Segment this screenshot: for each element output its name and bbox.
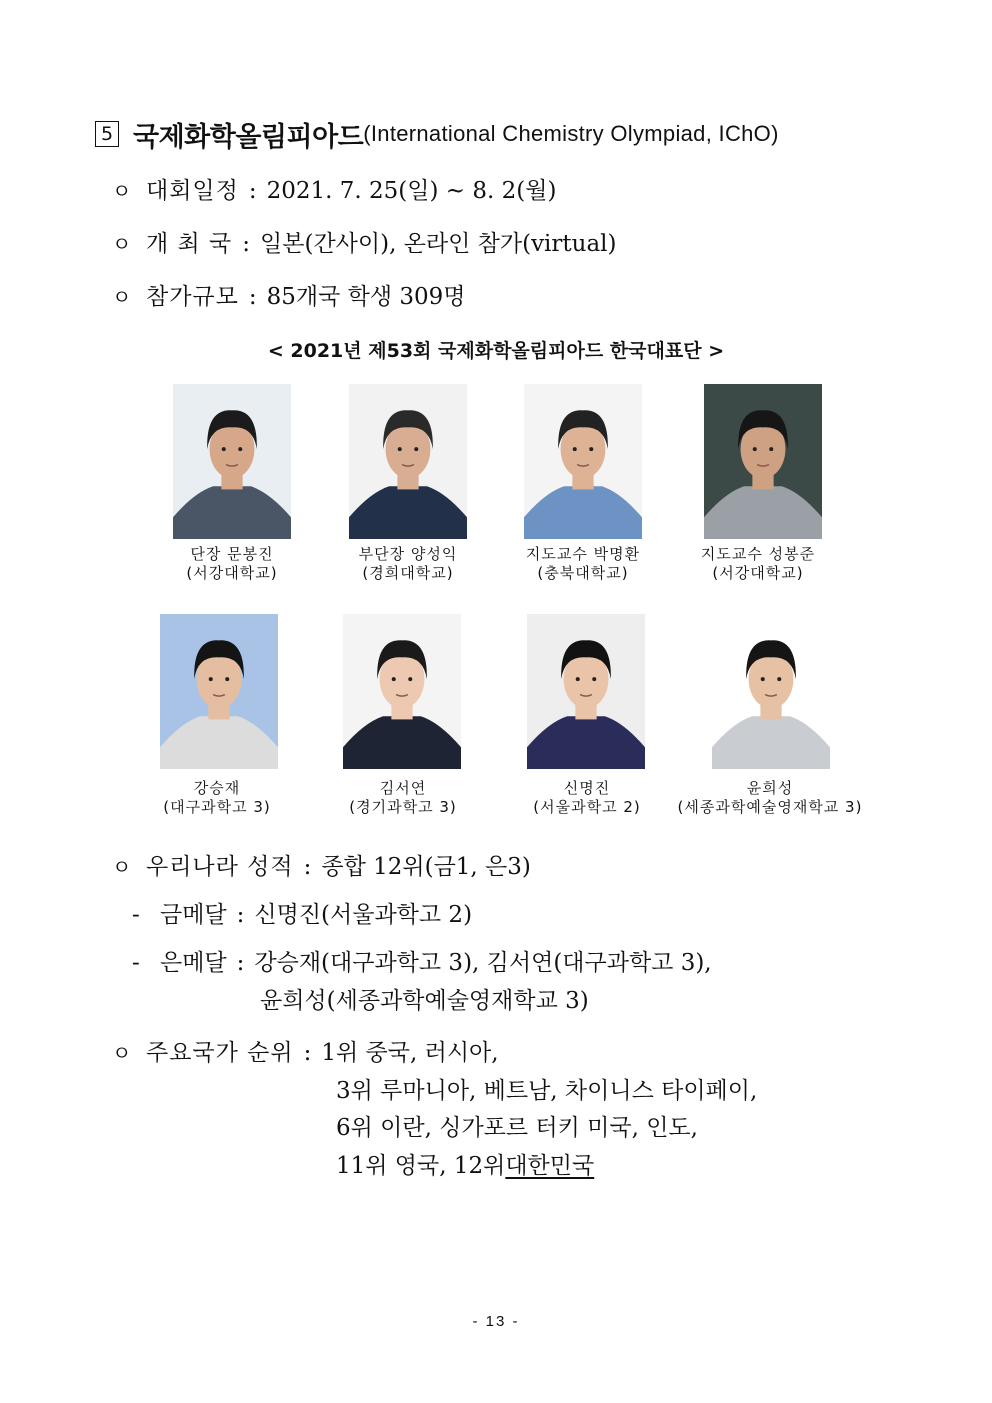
ranking-line: 1위 중국, 러시아, <box>321 1040 499 1066</box>
bullet-colon: : <box>303 1040 312 1066</box>
page-number: - 13 - <box>472 1313 520 1330</box>
bullet-label: 주요국가 순위 <box>146 1040 294 1066</box>
staff-caption <box>658 545 858 583</box>
student-name: 강승재 <box>193 779 241 797</box>
student-affiliation: (서울과학고 2) <box>533 798 641 816</box>
ranking-line: 11위 영국, 12위 <box>336 1153 506 1179</box>
bullet-label: 대회일정 <box>146 178 239 204</box>
gold-label: 금메달 <box>160 902 227 928</box>
bullet-label: 개 최 국 <box>146 231 233 257</box>
staff-caption <box>132 545 332 583</box>
bullet-colon: : <box>248 178 257 204</box>
ranking-line: 6위 이란, 싱가포르 터키 미국, 인도, <box>336 1115 698 1141</box>
bullet-colon: : <box>248 284 257 310</box>
staff-affiliation: (서강대학교) <box>712 564 804 582</box>
silver-medal-line-2 <box>260 982 589 1015</box>
student-photo <box>343 614 461 769</box>
student-name: 김서연 <box>379 779 427 797</box>
bullet-value: 종합 12위(금1, 은3) <box>321 854 531 880</box>
student-affiliation: (세종과학예술영재학교 3) <box>677 798 863 816</box>
staff-affiliation: (서강대학교) <box>186 564 278 582</box>
bullet-results <box>112 848 531 881</box>
bullet-colon: : <box>242 231 251 257</box>
bullet-value: 2021. 7. 25(일) ~ 8. 2(월) <box>266 178 557 204</box>
bullet-schedule <box>112 172 556 205</box>
staff-photo <box>704 384 822 539</box>
bullet-mark: ㅇ <box>112 232 132 256</box>
team-caption: < 2021년 제53회 국제화학올림피아드 한국대표단 > <box>267 340 725 362</box>
staff-photo <box>349 384 467 539</box>
bullet-value: 일본(간사이), 온라인 참가(virtual) <box>260 231 617 257</box>
bullet-mark: ㅇ <box>112 285 132 309</box>
staff-photo <box>524 384 642 539</box>
bullet-ranking <box>112 1034 499 1067</box>
staff-affiliation: (충북대학교) <box>537 564 629 582</box>
bullet-label: 우리나라 성적 <box>146 854 294 880</box>
bullet-scale <box>112 278 466 311</box>
gold-medal-line <box>132 896 472 929</box>
silver-value: 강승재(대구과학고 3), 김서연(대구과학고 3), <box>254 950 712 976</box>
silver-colon: : <box>236 950 245 976</box>
student-caption <box>117 779 317 817</box>
bullet-colon: : <box>303 854 312 880</box>
silver-medal-line <box>132 944 712 977</box>
staff-photo <box>173 384 291 539</box>
student-photo <box>712 614 830 769</box>
bullet-host <box>112 225 617 258</box>
dash-mark: - <box>132 950 140 976</box>
gold-colon: : <box>236 902 245 928</box>
staff-name: 부단장 양성익 <box>358 545 458 563</box>
student-caption <box>670 779 870 817</box>
student-photo <box>527 614 645 769</box>
silver-label: 은메달 <box>160 950 227 976</box>
student-photo <box>160 614 278 769</box>
staff-name: 단장 문봉진 <box>190 545 274 563</box>
bullet-mark: ㅇ <box>112 855 132 879</box>
section-title-english: (International Chemistry Olympiad, IChO) <box>363 121 779 146</box>
bullet-mark: ㅇ <box>112 1041 132 1065</box>
student-name: 신명진 <box>563 779 611 797</box>
student-caption <box>303 779 503 817</box>
bullet-label: 참가규모 <box>146 284 239 310</box>
section-number: 5 <box>95 121 119 147</box>
staff-caption <box>308 545 508 583</box>
silver-value-continued: 윤희성(세종과학예술영재학교 3) <box>260 988 589 1014</box>
ranking-line-2 <box>336 1072 757 1105</box>
ranking-line-3 <box>336 1109 698 1142</box>
gold-value: 신명진(서울과학고 2) <box>254 902 473 928</box>
dash-mark: - <box>132 902 140 928</box>
ranking-line: 3위 루마니아, 베트남, 차이니스 타이페이, <box>336 1078 758 1104</box>
bullet-value: 85개국 학생 309명 <box>266 284 466 310</box>
korea-rank: 대한민국 <box>505 1153 595 1179</box>
section-title: 국제화학올림피아드 <box>133 121 364 153</box>
staff-name: 지도교수 박명환 <box>525 545 641 563</box>
bullet-mark: ㅇ <box>112 179 132 203</box>
student-name: 윤희성 <box>746 779 794 797</box>
staff-affiliation: (경희대학교) <box>362 564 454 582</box>
section-heading <box>95 114 779 154</box>
student-caption <box>487 779 687 817</box>
student-affiliation: (대구과학고 3) <box>163 798 271 816</box>
staff-caption <box>483 545 683 583</box>
staff-name: 지도교수 성봉준 <box>700 545 816 563</box>
ranking-line-4 <box>336 1147 594 1180</box>
student-affiliation: (경기과학고 3) <box>349 798 457 816</box>
